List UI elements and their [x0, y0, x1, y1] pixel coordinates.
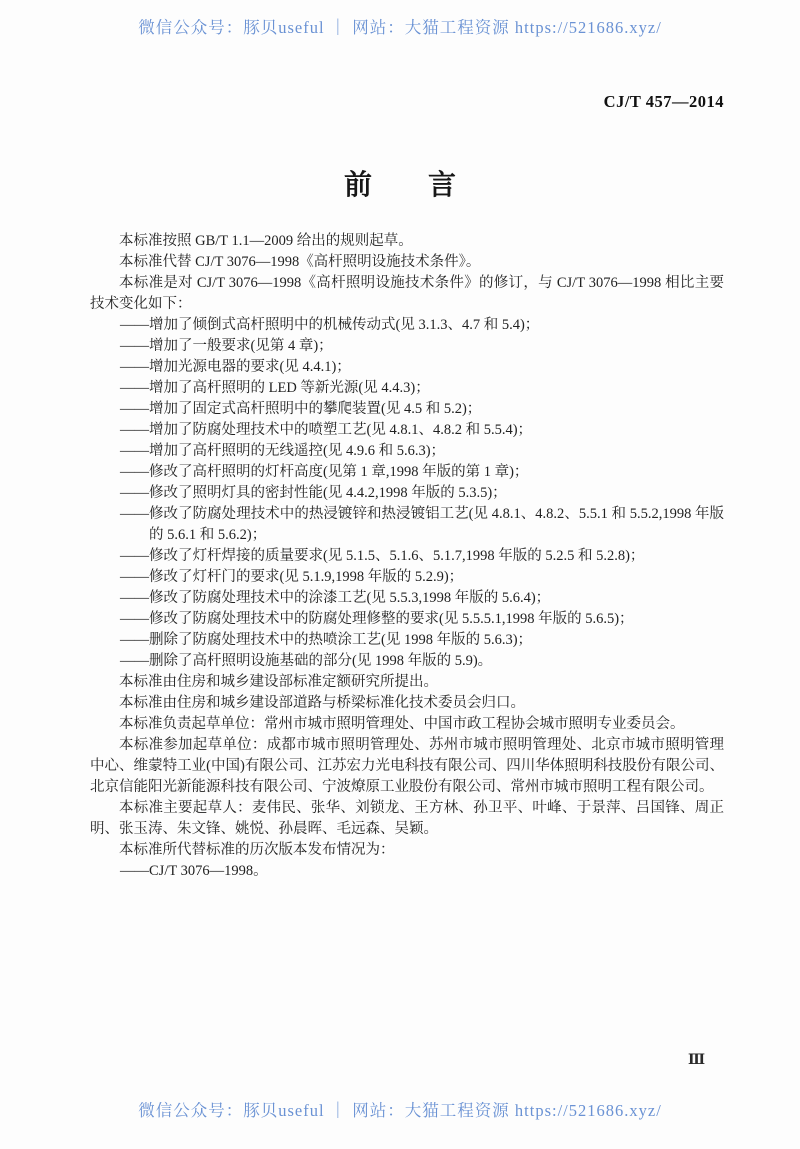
paragraph: ——修改了灯杆门的要求(见 5.1.9,1998 年版的 5.2.9)；: [120, 569, 464, 585]
paragraph: ——增加了高杆照明的无线遥控(见 4.9.6 和 5.6.3)；: [120, 443, 446, 459]
paragraph: ——修改了防腐处理技术中的防腐处理修整的要求(见 5.5.5.1,1998 年版的 5.6.5)；: [120, 611, 634, 627]
paragraph: ——增加了高杆照明的 LED 等新光源(见 4.4.3)；: [120, 380, 430, 396]
paragraph: 本标准是对 CJ/T 3076—1998《高杆照明设施技术条件》的修订，与 CJ/T 3076—1998 相比主要技术变化如下：: [90, 275, 724, 312]
paragraph: 本标准参加起草单位：成都市城市照明管理处、苏州市城市照明管理处、北京市城市照明管理中心、维蒙特工业(中国)有限公司、江苏宏力光电科技有限公司、四川华体照明科技股份有限公司、北京信能阳光新能源科技有限公司、宁波燎原工业股份有限公司、常州市城市照明工程有限公司。: [90, 737, 724, 795]
paragraph: ——增加了防腐处理技术中的喷塑工艺(见 4.8.1、4.8.2 和 5.5.4)；: [120, 422, 533, 438]
paragraph: ——修改了灯杆焊接的质量要求(见 5.1.5、5.1.6、5.1.7,1998 年版的 5.2.5 和 5.2.8)；: [120, 548, 645, 564]
paragraph: 本标准由住房和城乡建设部道路与桥梁标准化技术委员会归口。: [119, 695, 525, 711]
paragraph: ——增加光源电器的要求(见 4.4.1)；: [120, 359, 351, 375]
paragraph: ——增加了一般要求(见第 4 章)；: [120, 338, 333, 354]
paragraph: 本标准按照 GB/T 1.1—2009 给出的规则起草。: [119, 233, 413, 249]
watermark-footer: 微信公众号：豚贝useful ｜ 网站：大猫工程资源 https://521686.xyz/: [138, 1101, 662, 1120]
paragraph: ——增加了固定式高杆照明中的攀爬装置(见 4.5 和 5.2)；: [120, 401, 482, 417]
paragraph: ——删除了防腐处理技术中的热喷涂工艺(见 1998 年版的 5.6.3)；: [120, 632, 533, 648]
foreword-title: 前 言: [343, 169, 456, 200]
paragraph: ——删除了高杆照明设施基础的部分(见 1998 年版的 5.9)。: [120, 653, 493, 669]
paragraph: 本标准由住房和城乡建设部标准定额研究所提出。: [119, 674, 438, 690]
paragraph: 本标准负责起草单位：常州市城市照明管理处、中国市政工程协会城市照明专业委员会。: [119, 716, 685, 732]
paragraph: ——修改了防腐处理技术中的热浸镀锌和热浸镀铝工艺(见 4.8.1、4.8.2、5.5.1 和 5.5.2,1998 年版的 5.6.1 和 5.6.2)；: [120, 506, 724, 543]
standard-number: CJ/T 457—2014: [603, 92, 724, 111]
paragraph: ——修改了高杆照明的灯杆高度(见第 1 章,1998 年版的第 1 章)；: [120, 464, 529, 480]
paragraph: 本标准所代替标准的历次版本发布情况为：: [119, 842, 395, 858]
paragraph: 本标准主要起草人：麦伟民、张华、刘锁龙、王方林、孙卫平、叶峰、于景萍、吕国锋、周正明、张玉涛、朱文锋、姚悦、孙晨晖、毛远森、吴颖。: [90, 800, 724, 837]
paragraph: ——增加了倾倒式高杆照明中的机械传动式(见 3.1.3、4.7 和 5.4)；: [120, 317, 540, 333]
paragraph: ——修改了照明灯具的密封性能(见 4.4.2,1998 年版的 5.3.5)；: [120, 485, 507, 501]
paragraph: ——修改了防腐处理技术中的涂漆工艺(见 5.5.3,1998 年版的 5.6.4)；: [120, 590, 551, 606]
paragraph: 本标准代替 CJ/T 3076—1998《高杆照明设施技术条件》。: [119, 254, 481, 270]
page-number: Ⅲ: [688, 1053, 705, 1068]
foreword-body: [90, 231, 724, 882]
watermark-header: 微信公众号：豚贝useful ｜ 网站：大猫工程资源 https://521686.xyz/: [138, 18, 662, 37]
paragraph: ——CJ/T 3076—1998。: [120, 863, 268, 879]
